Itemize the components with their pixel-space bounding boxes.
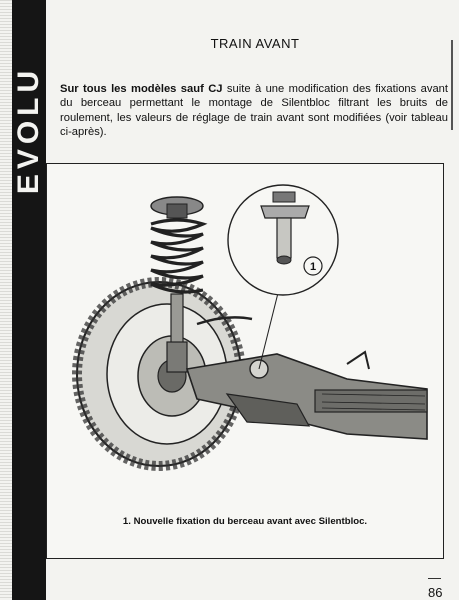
intro-text: suite à une modification des fixations avant du berceau permettant le montage de Silentbloc filtrant les bruits de roulement, les valeurs de réglage de train avant sont modifiées (voir tableau ci-après).: [60, 83, 449, 138]
margin-rule: [451, 40, 453, 130]
page-number: — 86: [428, 570, 443, 600]
sidebar-label: EVOLU: [12, 65, 45, 195]
intro-lead: Sur tous les modèles sauf CJ: [60, 83, 223, 95]
figure-box: [46, 163, 444, 559]
page-edge-texture: [0, 0, 12, 600]
sidebar-tab: [0, 0, 46, 600]
suspension-illustration: [47, 164, 443, 558]
intro-paragraph: [60, 82, 448, 139]
detail-inset: [228, 185, 338, 295]
callout-number: 1: [309, 261, 317, 273]
figure-caption: 1. Nouvelle fixation du berceau avant avec Silentbloc.: [122, 516, 368, 527]
page-title: TRAIN AVANT: [210, 36, 300, 51]
